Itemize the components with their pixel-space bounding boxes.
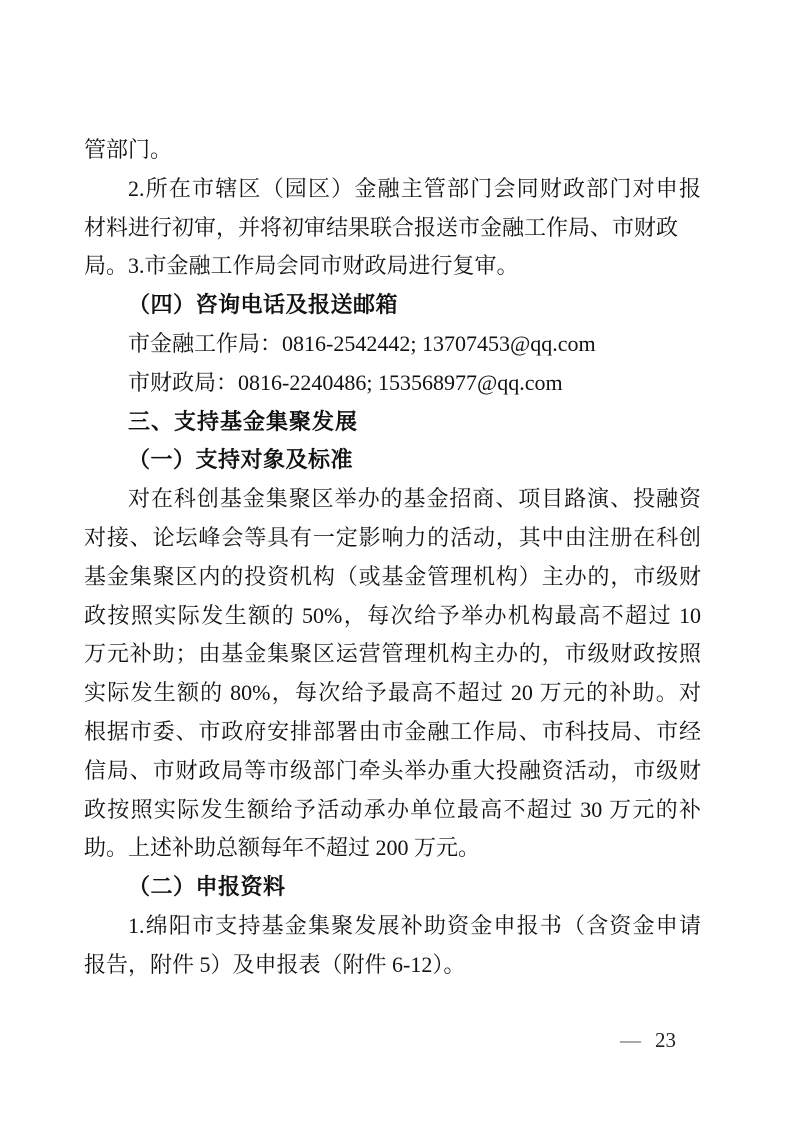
text-line: 三、支持基金集聚发展 xyxy=(128,408,359,434)
text-line: （一）支持对象及标准 xyxy=(128,447,354,473)
text-line: 市金融工作局：0816-2542442; 13707453@qq.com xyxy=(128,330,596,356)
text-line: 政按照实际发生额的 50%，每次给予举办机构最高不超过 10 xyxy=(84,602,701,628)
text-line: 材料进行初审，并将初审结果联合报送市金融工作局、市财政局。 xyxy=(84,214,679,279)
text-line: 市财政局：0816-2240486; 153568977@qq.com xyxy=(128,369,563,395)
text-line: 根据市委、市政府安排部署由市金融工作局、市科技局、市经 xyxy=(84,718,701,744)
text-line: 3.市金融工作局会同市财政局进行复审。 xyxy=(128,253,519,279)
text-line: （四）咨询电话及报送邮箱 xyxy=(128,292,399,318)
text-line: 报告，附件 5）及申报表（附件 6-12）。 xyxy=(84,951,466,977)
document-text-block xyxy=(84,131,701,985)
text-line: 政按照实际发生额给予活动承办单位最高不超过 30 万元的补 xyxy=(84,796,701,822)
text-line: 基金集聚区内的投资机构（或基金管理机构）主办的，市级财 xyxy=(84,563,701,589)
text-line: 1.绵阳市支持基金集聚发展补助资金申报书（含资金申请 xyxy=(128,912,701,938)
text-line: 信局、市财政局等市级部门牵头举办重大投融资活动，市级财 xyxy=(84,757,701,783)
text-line: （二）申报资料 xyxy=(128,874,286,900)
text-line: 万元补助；由基金集聚区运营管理机构主办的，市级财政按照 xyxy=(84,641,701,667)
page-number-dash: — xyxy=(620,1028,641,1052)
text-line: 管部门。 xyxy=(84,137,173,162)
text-line: 对接、论坛峰会等具有一定影响力的活动，其中由注册在科创 xyxy=(84,524,701,550)
text-line: 助。上述补助总额每年不超过 200 万元。 xyxy=(84,835,481,861)
text-line: 2.所在市辖区（园区）金融主管部门会同财政部门对申报 xyxy=(128,175,701,201)
page-number xyxy=(620,1026,676,1054)
text-line: 实际发生额的 80%，每次给予最高不超过 20 万元的补助。对 xyxy=(84,680,701,706)
text-line: 对在科创基金集聚区举办的基金招商、项目路演、投融资 xyxy=(128,486,701,512)
page-number-value: 23 xyxy=(655,1028,676,1052)
